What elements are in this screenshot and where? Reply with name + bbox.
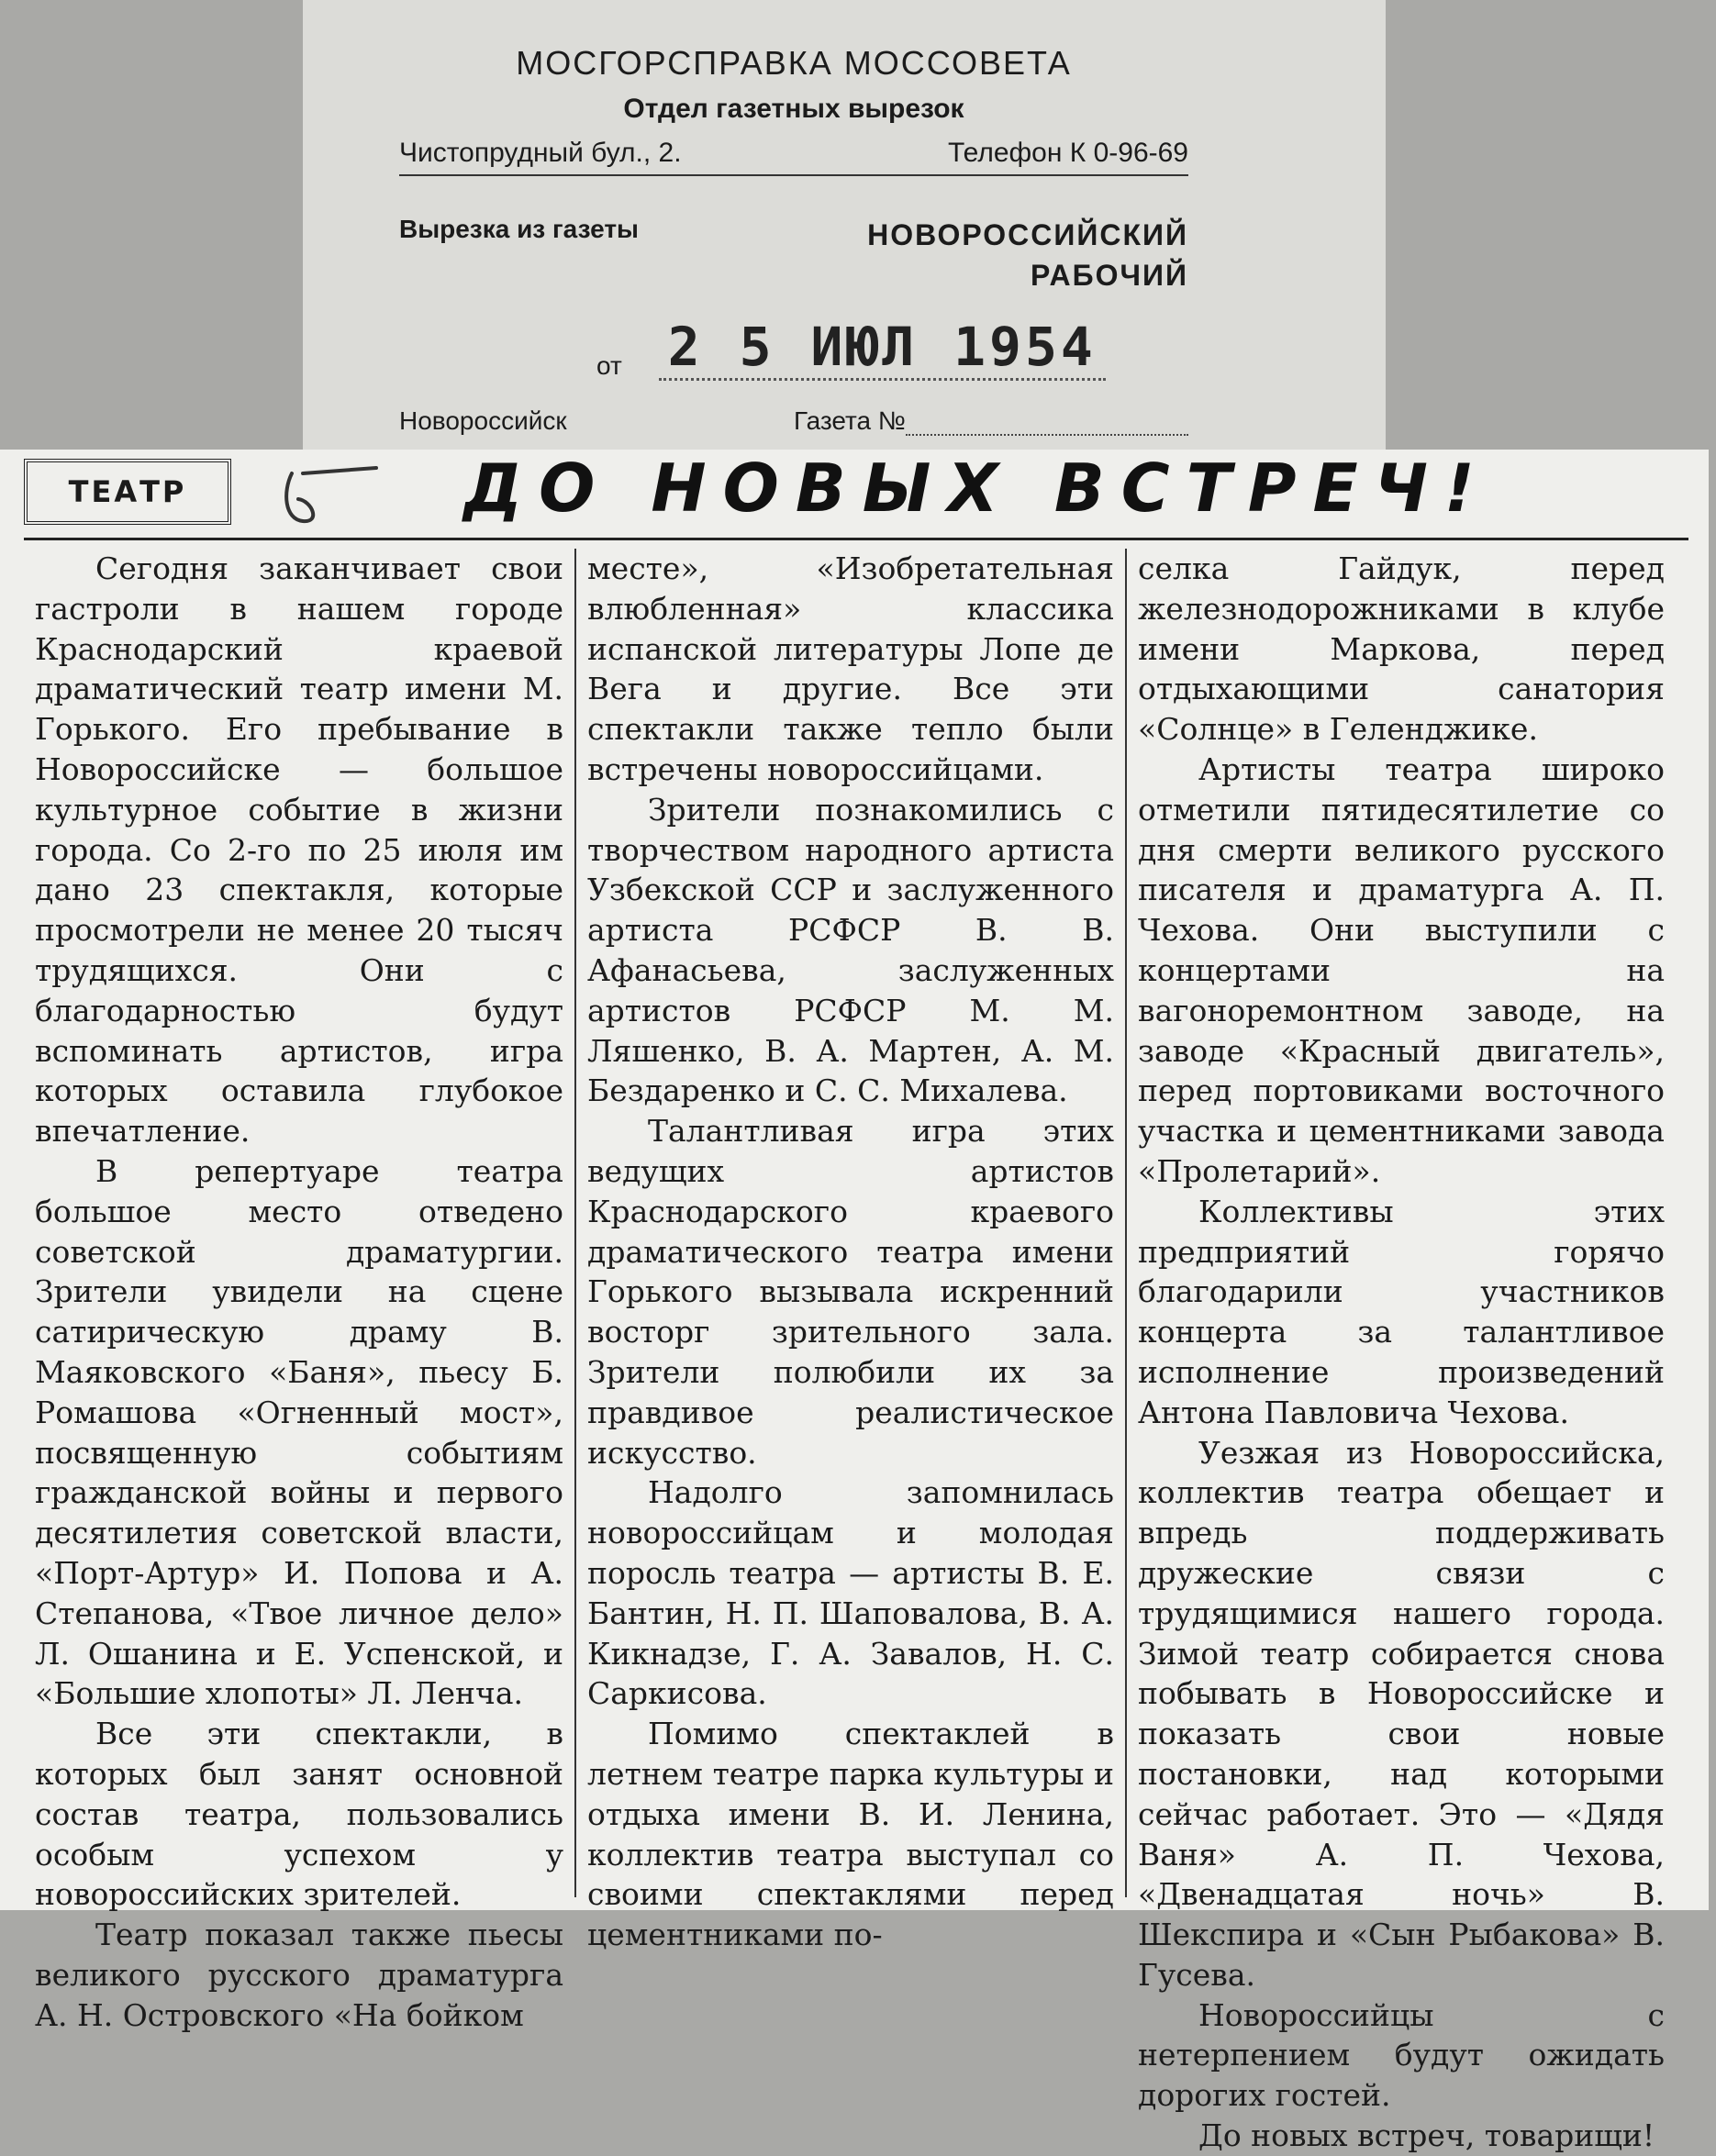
- gazette-number-label: Газета №: [794, 406, 906, 435]
- paragraph: Талантливая игра этих ведущих артистов Краснодарского краевого драматического театра имени Горького вызывала искренний восторг зрительного зала. Зрители полюбили их за правдивое реалистическое искусство.: [587, 1113, 1114, 1471]
- phone: Телефон К 0-96-69: [947, 138, 1188, 168]
- column-1: [24, 549, 574, 2033]
- paragraph: Театр показал также пьесы великого русского драматурга А. Н. Островского «На бойком: [35, 1917, 563, 2033]
- article-body: [24, 549, 1694, 2154]
- newspaper-row: [399, 215, 1188, 295]
- paragraph: В репертуаре театра большое место отведено советской драматургии. Зрители увидели на сцене сатирическую драму В. Маяковского «Баня», пьесу Б. Ромашова «Огненный мост», посвященную событиям гражданской войны и первого десятилетия советской власти, «Порт-Артур» И. Попова и А. Степанова, «Твое личное дело» Л. Ошанина и Е. Успенской, и «Большие хлопоты» Л. Ленча.: [35, 1152, 563, 1712]
- column-2: [574, 549, 1125, 1953]
- paragraph: До новых встреч, товарищи!: [1198, 2117, 1655, 2154]
- date-stamp: 2 5 ИЮЛ 1954: [659, 316, 1106, 381]
- clipping-form-slip: [303, 0, 1386, 459]
- column-3: [1125, 549, 1676, 2154]
- paragraph: Зрители познакомились с творчеством народного артиста Узбекской ССР и заслуженного артиста РСФСР В. В. Афанасьева, заслуженных артистов РСФСР М. М. Ляшенко, В. А. Мартен, А. М. Бездаренко и С. С. Михалева.: [587, 791, 1114, 1109]
- paragraph: Артисты театра широко отметили пятидесятилетие со дня смерти великого русского писателя и драматурга А. П. Чехова. Они выступили с концертами на вагоноремонтном заводе, на заводе «Красный двигатель», перед портовиками восточного участка и цементниками завода «Пролетарий».: [1138, 750, 1665, 1189]
- paragraph: Новороссийцы с нетерпением будут ожидать дорогих гостей.: [1138, 1996, 1665, 2114]
- address-row: [399, 138, 1188, 176]
- paragraph: Уезжая из Новороссийска, коллектив театра обещает и впредь поддерживать дружеские связи с трудящимися нашего города. Зимой театр собирается снова побывать в Новороссийске и показать свои новые постановки, над которыми сейчас работает. Это — «Дядя Ваня» А. П. Чехова, «Двенадцатая ночь» В. Шекспира и «Сын Рыбакова» В. Гусева.: [1138, 1434, 1665, 1993]
- handwritten-mark: [275, 455, 385, 528]
- paragraph: Все эти спектакли, в которых был занят основной состав театра, пользовались особым успехом у новороссийских зрителей.: [35, 1716, 563, 1913]
- bureau-name: МОСГОРСПРАВКА МОССОВЕТА: [516, 44, 1072, 82]
- newspaper-clipping: [0, 450, 1709, 2154]
- newspaper-name-line1: НОВОРОССИЙСКИЙ: [867, 218, 1188, 251]
- date-label: от: [596, 351, 622, 380]
- date-row: [596, 316, 1188, 381]
- paragraph: Сегодня заканчивает свои гастроли в нашем городе Краснодарский краевой драматический театр имени М. Горького. Его пребывание в Новороссийске — большое культурное событие в жизни города. Со 2-го по 25 июля им дано 23 спектакля, которые просмотрели не менее 20 тысяч трудящихся. Они с благодарностью будут вспоминать артистов, игра которых оставила глубокое впечатление.: [35, 550, 563, 1150]
- paragraph: Помимо спектаклей в летнем театре парка культуры и отдыха имени В. И. Ленина, коллектив театра выступал со своими спектаклями перед цементниками по-: [587, 1716, 1114, 1953]
- department-name: Отдел газетных вырезок: [623, 94, 964, 124]
- newspaper-name-line2: РАБОЧИЙ: [1030, 259, 1188, 292]
- city-row: [399, 406, 1188, 436]
- address: Чистопрудный бул., 2.: [399, 138, 682, 168]
- gazette-number-field: [906, 406, 1188, 436]
- cut-label: Вырезка из газеты: [399, 215, 639, 243]
- paragraph: Надолго запомнилась новороссийцам и молодая поросль театра — артисты В. Е. Бантин, Н. П. Шаповалова, В. А. Кикнадзе, Г. А. Завалов, Н. С. Саркисова.: [587, 1474, 1114, 1712]
- headline: ДО НОВЫХ ВСТРЕЧ!: [463, 450, 1491, 527]
- headline-rule: [24, 538, 1688, 540]
- newspaper-name: [867, 215, 1188, 295]
- paragraph: месте», «Изобретательная влюбленная» классика испанской литературы Лопе де Вега и другие. Все эти спектакли также тепло были встречены новороссийцами.: [587, 550, 1114, 787]
- section-label: ТЕАТР: [24, 459, 231, 525]
- paragraph: селка Гайдук, перед железнодорожниками в клубе имени Маркова, перед отдыхающими санатория «Солнце» в Геленджике.: [1138, 550, 1665, 748]
- paragraph: Коллективы этих предприятий горячо благодарили участников концерта за талантливое исполнение произведений Антона Павловича Чехова.: [1138, 1193, 1665, 1430]
- city: Новороссийск: [399, 406, 567, 435]
